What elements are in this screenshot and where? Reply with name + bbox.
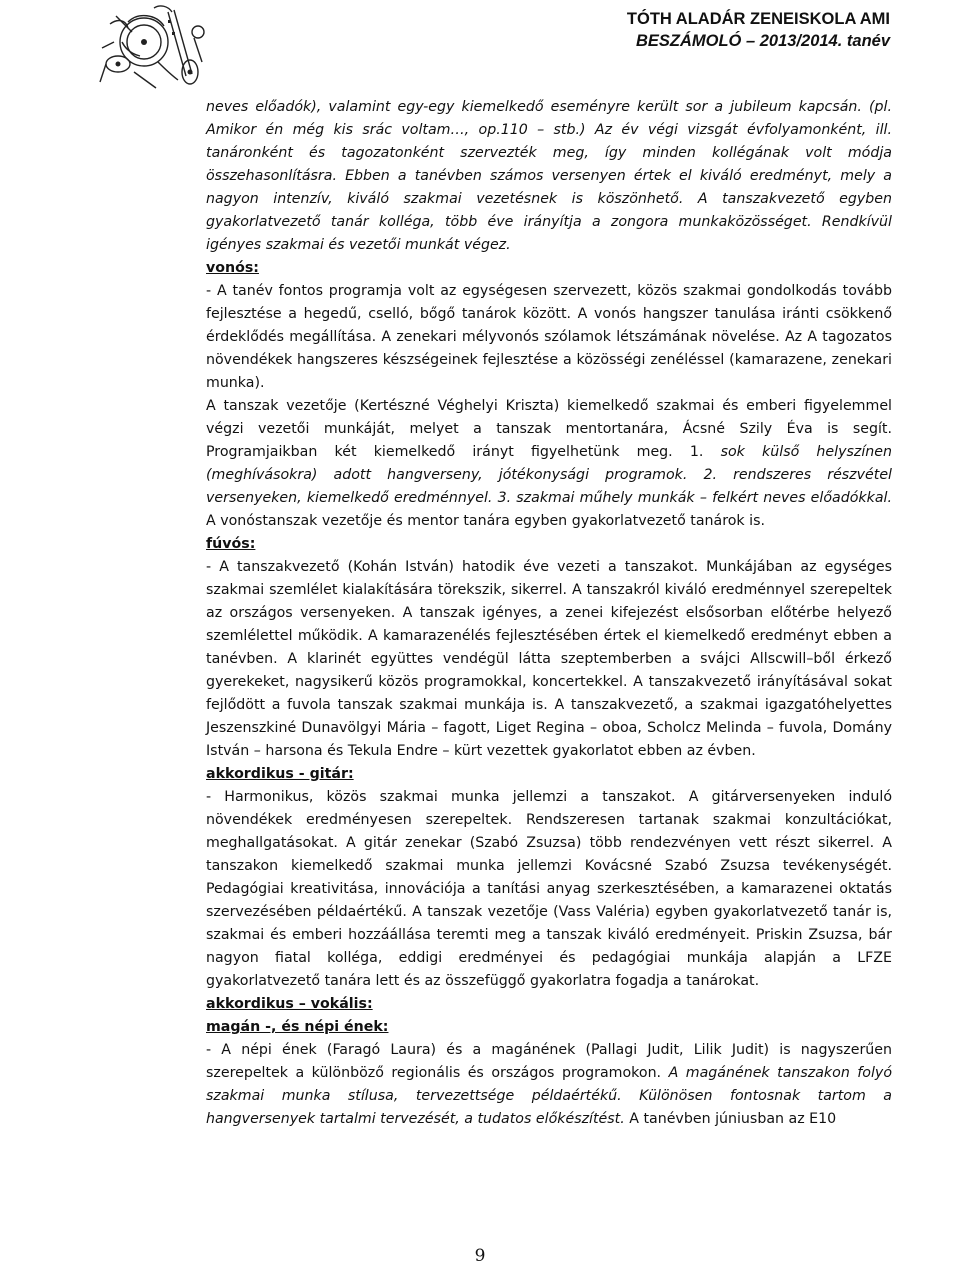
enek-paragraph (206, 1039, 892, 1131)
document-body (206, 96, 892, 1131)
akkordikus-paragraph: - Harmonikus, közös szakmai munka jellemzi a tanszakot. A gitárversenyeken induló növendékek eredményesen szerepeltek. Rendszeresen tartanak szakmai konzultációkat, meghallgatásokat. A gitár zenekar (Szabó Zsuzsa) több rendezvényen vett részt sikerrel. A tanszakon kiemelkedő szakmai munka jellemzi Kovácsné Szabó Zsuzsa tevékenységét. Pedagógiai kreativitása, innovációja a tanítási anyag szerkesztésében, a kamarazenei oktatás szervezésében példaértékű. A tanszak vezetője (Vass Valéria) egyben gyakorlatvezető tanár is, szakmai és emberi hozzáállása teremti meg a tanszak kiváló eredményeit. Priskin Zsuzsa, bár nagyon fiatal kolléga, eddigi eredményei és pedagógiai munkája alapján a LFZE gyakorlatvezető tanára lett és az összefüggő gyakorlatra fogadja a tanárokat. (206, 789, 892, 989)
music-instruments-logo-icon (98, 2, 210, 94)
vonos-p2-text-b: A vonóstanszak vezetője és mentor tanára egyben gyakorlatvezető tanárok is. (206, 513, 765, 529)
section-heading-magan-nepi-enek: magán -, és népi ének: (206, 1019, 389, 1035)
intro-paragraph: neves előadók), valamint egy-egy kiemelkedő eseményre került sor a jubileum kapcsán. (pl. Amikor én még kis srác voltam…, op.110 – stb.) Az év végi vizsgát évfolyamonként, ill. tanáronként és tagozatonként szervezték meg, így minden kollégának volt módja összehasonlításra. Ebben a tanévben számos versenyen értek el kiváló eredményt, mely a nagyon intenzív, kiváló szakmai vezetésnek is köszönhető. A tanszakvezető egyben gyakorlatvezető tanár kolléga, több éve irányítja a zongora munkaközösséget. Rendkívül igényes szakmai és vezetői munkát végez. (206, 99, 892, 253)
enek-text-a: - A népi ének (Faragó Laura) és a magánének (Pallagi Judit, Lilik Judit) is nagyszerűen szerepeltek a különböző regionális és országos programokon. (206, 1042, 892, 1081)
page-header (627, 8, 890, 52)
vonos-p2-italic: sok külső helyszínen (meghívásokra) adott hangverseny, jótékonysági programok. 2. rendszeres részvétel versenyeken, kiemelkedő eredménnyel. 3. szakmai műhely munkák – felkért neves előadókkal. (206, 444, 892, 506)
vonos-p2-text-a: A tanszak vezetője (Kertészné Véghelyi Kriszta) kiemelkedő szakmai és emberi figyelemmel végzi vezetői munkáját, melyet a tanszak mentortanára, Ácsné Szily Éva is segít. Programjaikban két kiemelkedő irányt figyelhetünk meg. 1. (206, 398, 892, 460)
enek-text-b: A tanévben júniusban az E10 (624, 1111, 837, 1127)
report-title: BESZÁMOLÓ – 2013/2014. tanév (635, 32, 890, 50)
section-heading-akkordikus-gitar: akkordikus - gitár: (206, 766, 354, 782)
fuvos-paragraph: - A tanszakvezető (Kohán István) hatodik éve vezeti a tanszakot. Munkájában az egységes szakmai szemlélet kialakítására törekszik, sikerrel. A tanszakról kiváló eredménnyel szerepeltek az országos versenyeken. A tanszak igényes, a zenei kifejezést elsősorban előtérbe helyező szemlélettel működik. A kamarazenélés fejlesztésében értek el kiemelkedő eredményt ebben a tanévben. A klarinét együttes vendégül látta szeptemberben a svájci Allscwill–ből érkező gyerekeket, nagysikerű közös programokkal, koncertekkel. A tanszakvezető irányításával sokat fejlődött a fuvola tanszak szakmai munkája is. A tanszakvezető, a szakmai igazgatóhelyettes Jeszenszkiné Dunavölgyi Mária – fagott, Liget Regina – oboa, Scholcz Melinda – fuvola, Domány István – harsona és Tekula Endre – kürt vezettek gyakorlatot ebben az évben. (206, 559, 892, 759)
page-number: 9 (474, 1246, 486, 1266)
section-heading-fuvos: fúvós: (206, 536, 256, 552)
enek-italic: A magánének tanszakon folyó szakmai munka stílusa, tervezettsége példaértékű. Különösen fontosnak tartom a hangversenyek tartalmi tervezését, a tudatos előkészítést. (206, 1065, 892, 1127)
vonos-paragraph-1: - A tanév fontos programja volt az egységesen szervezett, közös szakmai gondolkodás tovább fejlesztése a hegedű, cselló, bőgő tanárok között. A vonós hangszer tanulása iránti csökkenő érdeklődés megállítása. A zenekari mélyvonós szólamok létszámának növelése. Az A tagozatos növendékek hangszeres készségeinek fejlesztése a közösségi zenéléssel (kamarazene, zenekari munka). (206, 283, 892, 391)
school-name: TÓTH ALADÁR ZENEISKOLA AMI (626, 10, 890, 28)
section-heading-akkordikus-vokalis: akkordikus – vokális: (206, 996, 373, 1012)
section-heading-vonos: vonós: (206, 260, 259, 276)
vonos-paragraph-2 (206, 395, 892, 533)
school-logo (98, 2, 210, 94)
